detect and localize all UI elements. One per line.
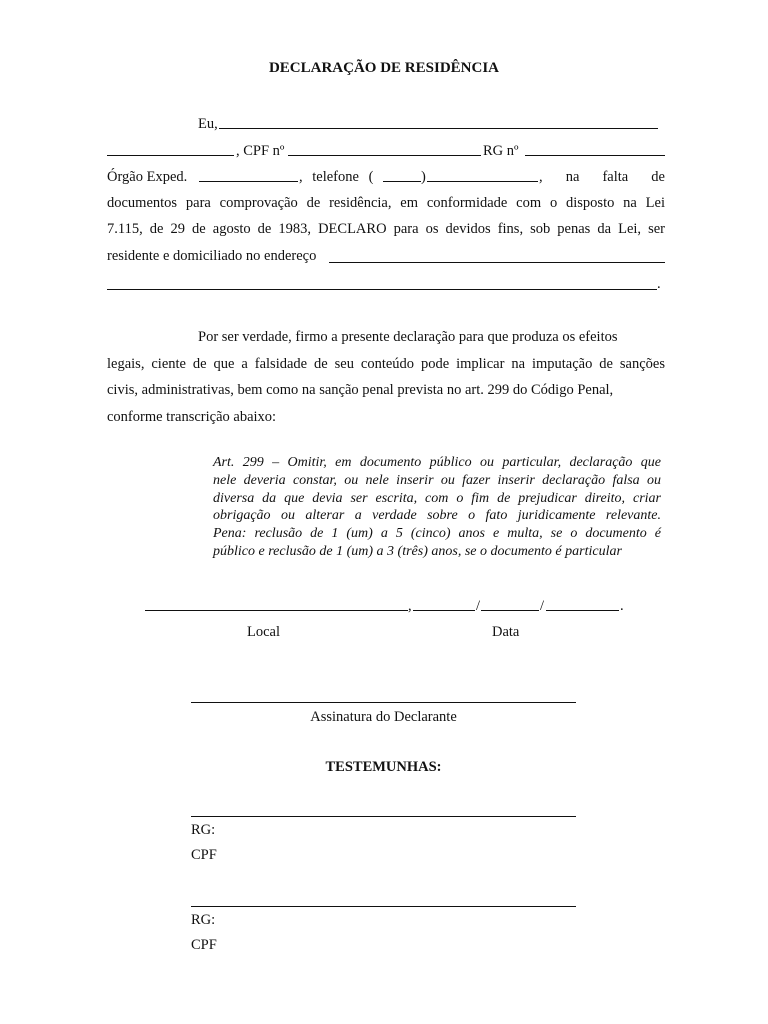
address-field-line[interactable] — [329, 262, 665, 263]
date-separator-1: / — [476, 598, 481, 614]
telefone-paren: ) — [421, 169, 426, 185]
witness-1-cpf-label: CPF — [191, 847, 217, 863]
witness-2-rg-label: RG: — [191, 912, 216, 928]
paragraph2-line-4: conforme transcrição abaixo: — [107, 409, 277, 425]
name-field-line[interactable] — [219, 128, 658, 129]
month-field-line[interactable] — [481, 610, 539, 611]
rg-field-line[interactable] — [525, 155, 665, 156]
witness-1-rg-label: RG: — [191, 822, 216, 838]
date-end-period: . — [620, 598, 624, 614]
address-continuation-line[interactable] — [107, 289, 657, 290]
paragraph2-line-2: legais, ciente de que a falsidade de seu conteúdo pode implicar na imputação de sanções — [107, 356, 665, 372]
witness-1-signature-line[interactable] — [191, 816, 576, 817]
document-title: DECLARAÇÃO DE RESIDÊNCIA — [268, 60, 500, 76]
quote-line-1: Art. 299 – Omitir, em documento público ou particular, declaração que — [213, 455, 661, 470]
orgao-label: Órgão Exped. — [107, 169, 188, 185]
quote-line-5: Pena: reclusão de 1 (um) a 5 (cinco) anos e multa, se o documento é — [213, 526, 661, 542]
year-field-line[interactable] — [546, 610, 619, 611]
local-field-line[interactable] — [145, 610, 408, 611]
day-field-line[interactable] — [413, 610, 475, 611]
quote-line-6: público e reclusão de 1 (um) a 3 (três) anos, se o documento é particular — [213, 543, 622, 559]
body-line-2: 7.115, de 29 de agosto de 1983, DECLARO para os devidos fins, sob penas da Lei, ser — [107, 221, 665, 237]
quote-line-3: diversa da que devia ser escrita, com o fim de prejudicar direito, criar — [213, 490, 661, 506]
signature-line[interactable] — [191, 702, 576, 703]
witness-2-signature-line[interactable] — [191, 906, 576, 907]
eu-label: Eu, — [198, 116, 218, 132]
cpf-label: , CPF nº — [236, 143, 285, 159]
date-separator-2: / — [540, 598, 545, 614]
telefone-field-line[interactable] — [427, 181, 538, 182]
local-label: Local — [247, 624, 281, 640]
paragraph2-line-3: civis, administrativas, bem como na sanção penal prevista no art. 299 do Código Penal, — [107, 382, 614, 398]
falta-label: , na falta de — [539, 169, 665, 185]
witness-2-cpf-label: CPF — [191, 937, 217, 953]
paragraph2-line-1: Por ser verdade, firmo a presente declaração para que produza os efeitos — [198, 329, 618, 345]
body-line-3: residente e domiciliado no endereço — [107, 248, 317, 264]
witnesses-title: TESTEMUNHAS: — [325, 759, 442, 775]
address-end-period: . — [657, 276, 661, 292]
body-line-1: documentos para comprovação de residência, em conformidade com o disposto na Lei — [107, 195, 665, 211]
signature-label: Assinatura do Declarante — [310, 709, 457, 725]
date-comma: , — [408, 598, 412, 614]
quote-line-4: obrigação ou alterar a verdade sobre o fato juridicamente relevante. — [213, 508, 661, 524]
name-continuation-line[interactable] — [107, 155, 234, 156]
penal-code-quote — [213, 454, 661, 561]
data-label: Data — [492, 624, 520, 640]
rg-label: RG nº — [483, 143, 519, 159]
telefone-label: , telefone ( — [299, 169, 374, 185]
quote-line-2: nele deveria constar, ou nele inserir ou fazer inserir declaração falsa ou — [213, 472, 661, 488]
cpf-field-line[interactable] — [288, 155, 481, 156]
orgao-field-line[interactable] — [199, 181, 298, 182]
telefone-ddd-line[interactable] — [383, 181, 421, 182]
